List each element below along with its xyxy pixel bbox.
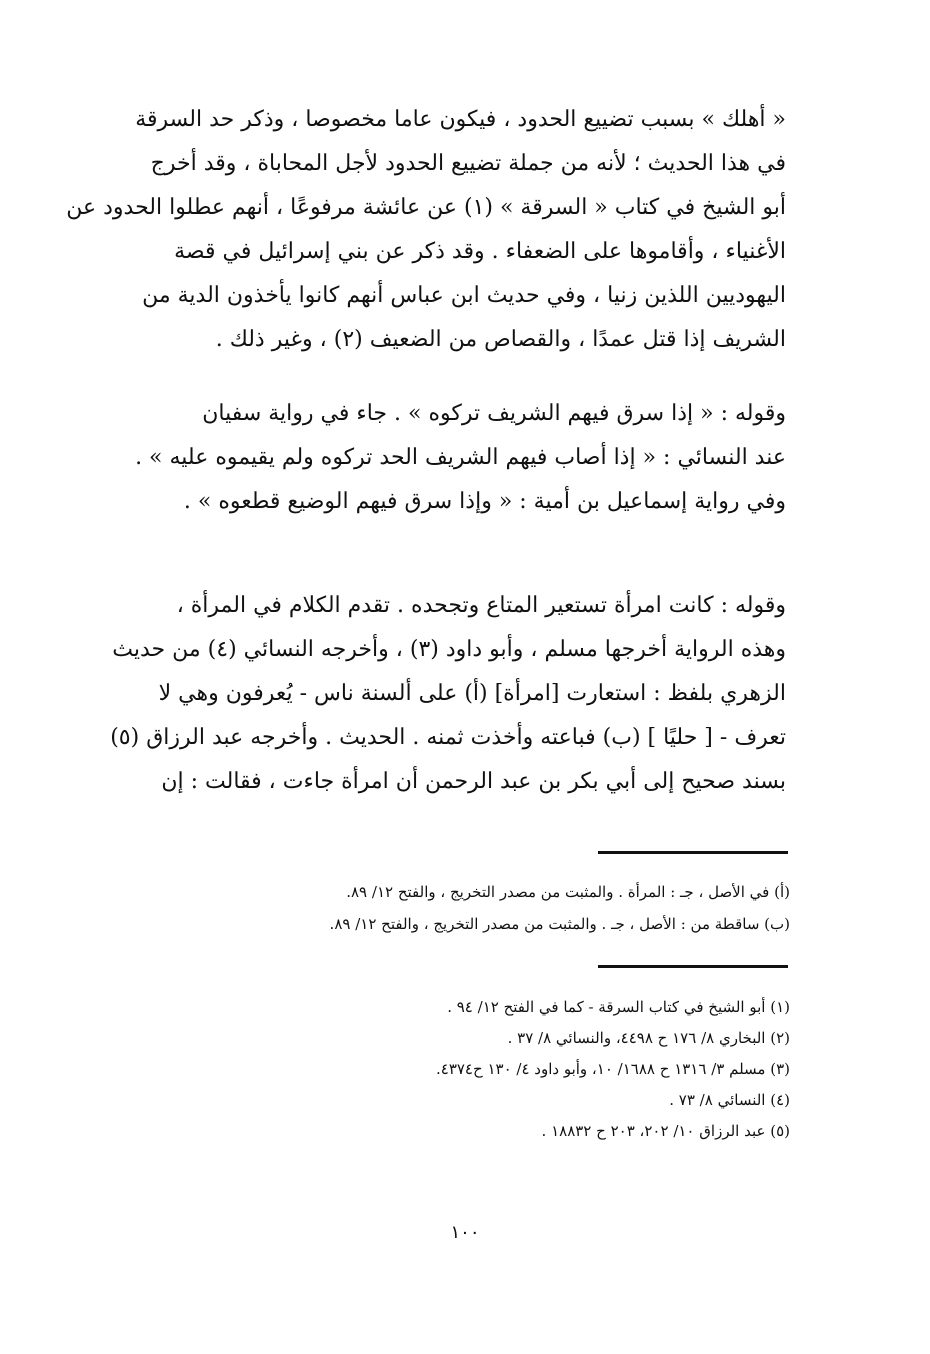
body-line: بسند صحيح إلى أبي بكر بن عبد الرحمن أن امرأة جاءت ، فقالت : إن — [161, 769, 786, 794]
body-line: تعرف - [ حليًا ] (ب) فباعته وأخذت ثمنه . الحديث . وأخرجه عبد الرزاق (٥) — [110, 725, 786, 750]
body-line: اليهوديين اللذين زنيا ، وفي حديث ابن عباس أنهم كانوا يأخذون الدية من — [142, 283, 786, 308]
footnote: (٤) النسائي ٨/ ٧٣ . — [669, 1091, 790, 1109]
page-number: ١٠٠ — [450, 1222, 480, 1243]
footnote: (٢) البخاري ٨/ ١٧٦ ح ٤٤٩٨، والنسائي ٨/ ٣٧ . — [507, 1029, 790, 1047]
body-line: الشريف إذا قتل عمدًا ، والقصاص من الضعيف (٢) ، وغير ذلك . — [215, 327, 786, 352]
footnote: (١) أبو الشيخ في كتاب السرقة - كما في الفتح ١٢/ ٩٤ . — [447, 998, 790, 1016]
manuscript-notes — [150, 876, 790, 940]
footnote-divider — [598, 851, 788, 854]
body-line: الأغنياء ، وأقاموها على الضعفاء . وقد ذكر عن بني إسرائيل في قصة — [174, 239, 786, 264]
body-line: عند النسائي : « إذا أصاب فيهم الشريف الحد تركوه ولم يقيموه عليه » . — [135, 445, 786, 470]
footnote-divider — [598, 965, 788, 968]
paragraph-3 — [110, 584, 786, 804]
footnote: (٥) عبد الرزاق ١٠/ ٢٠٢، ٢٠٣ ح ١٨٨٣٢ . — [541, 1122, 790, 1140]
manuscript-note: (ب) ساقطة من : الأصل ، جـ . والمثبت من مصدر التخريج ، والفتح ١٢/ ٨٩. — [329, 915, 790, 933]
paragraph-2 — [118, 392, 786, 524]
body-line: الزهري بلفظ : استعارت [امرأة] (أ) على ألسنة ناس - يُعرفون وهي لا — [158, 681, 786, 706]
body-line: وقوله : « إذا سرق فيهم الشريف تركوه » . جاء في رواية سفيان — [202, 401, 786, 426]
manuscript-note: (أ) في الأصل ، جـ : المرأة . والمثبت من مصدر التخريج ، والفتح ١٢/ ٨٩. — [346, 883, 790, 901]
body-line: وهذه الرواية أخرجها مسلم ، وأبو داود (٣) ، وأخرجه النسائي (٤) من حديث — [112, 637, 786, 662]
body-line: أبو الشيخ في كتاب « السرقة » (١) عن عائشة مرفوعًا ، أنهم عطلوا الحدود عن — [66, 195, 786, 220]
body-line: في هذا الحديث ؛ لأنه من جملة تضييع الحدود لأجل المحاباة ، وقد أخرج — [150, 151, 786, 176]
footnote: (٣) مسلم ٣/ ١٣١٦ ح ١٦٨٨/ ١٠، وأبو داود ٤/ ١٣٠ ح٤٣٧٤. — [435, 1060, 790, 1078]
source-footnotes — [150, 992, 790, 1147]
body-line: وقوله : كانت امرأة تستعير المتاع وتجحده . تقدم الكلام في المرأة ، — [176, 593, 786, 618]
body-line: « أهلك » بسبب تضييع الحدود ، فيكون عاما مخصوصا ، وذكر حد السرقة — [135, 107, 786, 132]
body-line: وفي رواية إسماعيل بن أمية : « وإذا سرق فيهم الوضيع قطعوه » . — [183, 489, 786, 514]
paragraph-1 — [66, 98, 786, 362]
